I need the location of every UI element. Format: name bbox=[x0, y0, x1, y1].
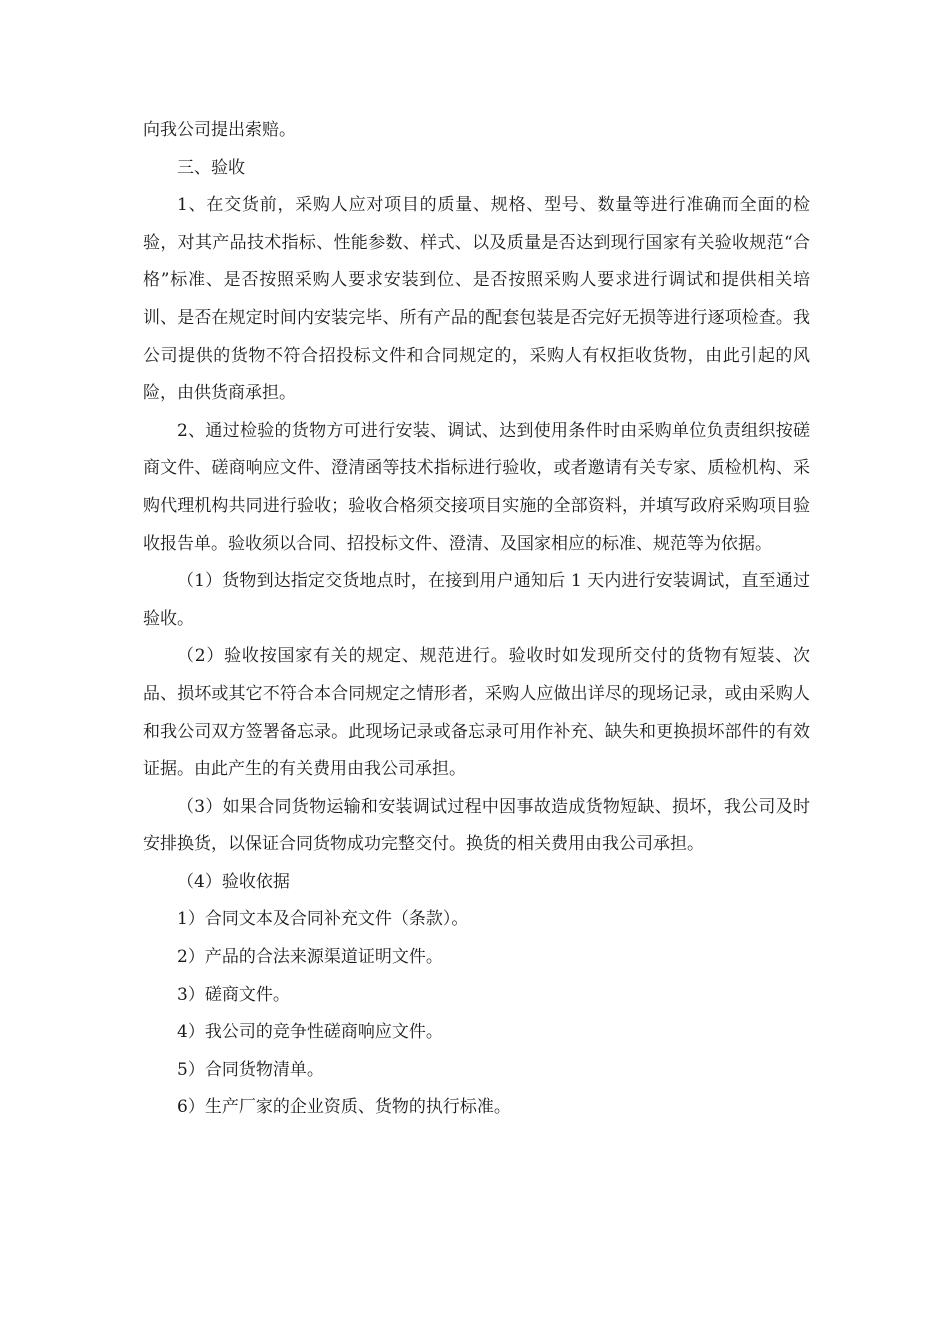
paragraph-item-1: 1、在交货前，采购人应对项目的质量、规格、型号、数量等进行准确而全面的检验，对其产品技术指标、性能参数、样式、以及质量是否达到现行国家有关验收规范“合格”标准、是否按照采购人要求安装到位、是否按照采购人要求进行调试和提供相关培训、是否在规定时间内安装完毕、所有产品的配套包装是否完好无损等进行逐项检查。我公司提供的货物不符合招投标文件和合同规定的，采购人有权拒收货物，由此引起的风险，由供货商承担。 bbox=[143, 195, 810, 404]
paragraph-sub-3: （3）如果合同货物运输和安装调试过程中因事故造成货物短缺、损坏，我公司及时安排换货，以保证合同货物成功完整交付。换货的相关费用由我公司承担。 bbox=[143, 796, 810, 855]
paragraph-sub-1: （1）货物到达指定交货地点时，在接到用户通知后 1 天内进行安装调试，直至通过验收。 bbox=[143, 571, 810, 629]
basis-item-2: 2）产品的合法来源渠道证明文件。 bbox=[177, 947, 443, 968]
basis-item-6: 6）生产厂家的企业资质、货物的执行标准。 bbox=[177, 1097, 511, 1118]
paragraph-sub-2: （2）验收按国家有关的规定、规范进行。验收时如发现所交付的货物有短装、次品、损坏或其它不符合本合同规定之情形者，采购人应做出详尽的现场记录，或由采购人和我公司双方签署备忘录。此现场记录或备忘录可用作补充、缺失和更换损坏部件的有效证据。由此产生的有关费用由我公司承担。 bbox=[143, 646, 810, 780]
basis-item-4: 4）我公司的竞争性磋商响应文件。 bbox=[177, 1022, 443, 1043]
document-body bbox=[143, 112, 810, 1127]
paragraph-sub-4-heading: （4）验收依据 bbox=[177, 871, 290, 892]
basis-item-3: 3）磋商文件。 bbox=[177, 984, 290, 1005]
paragraph-item-2: 2、通过检验的货物方可进行安装、调试、达到使用条件时由采购单位负责组织按磋商文件、磋商响应文件、澄清函等技术指标进行验收，或者邀请有关专家、质检机构、采购代理机构共同进行验收；验收合格须交接项目实施的全部资料，并填写政府采购项目验收报告单。验收须以合同、招投标文件、澄清、及国家相应的标准、规范等为依据。 bbox=[143, 420, 810, 554]
basis-item-5: 5）合同货物清单。 bbox=[177, 1059, 324, 1080]
section-heading-acceptance: 三、验收 bbox=[177, 157, 245, 178]
basis-item-1: 1）合同文本及合同补充文件（条款）。 bbox=[177, 909, 469, 930]
paragraph-claim-continuation: 向我公司提出索赔。 bbox=[143, 120, 296, 140]
